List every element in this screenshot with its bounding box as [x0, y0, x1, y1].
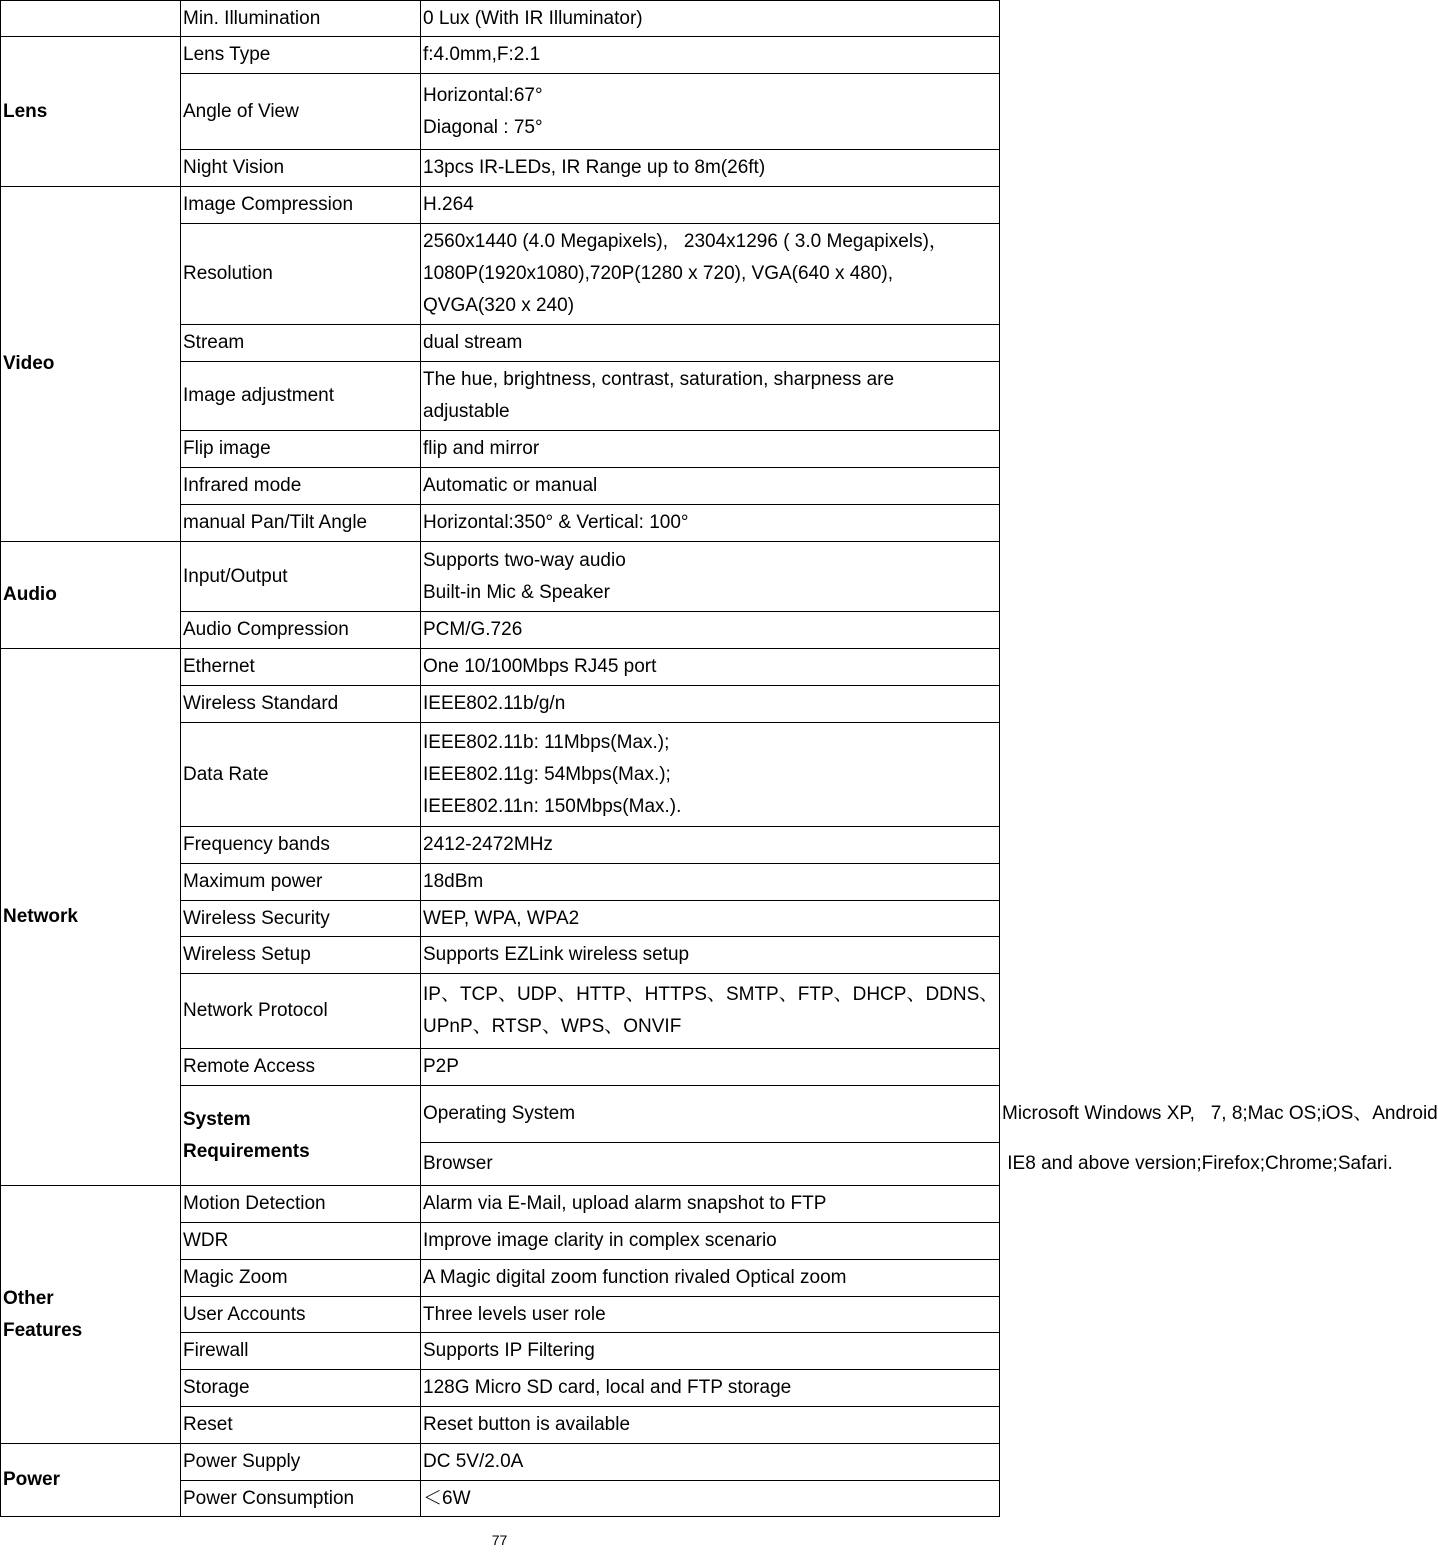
category-label-line: Other [3, 1287, 54, 1309]
feature-name: Magic Zoom [181, 1260, 421, 1297]
feature-name: Storage [181, 1370, 421, 1407]
value-line: Three levels user role [423, 1303, 606, 1325]
value-line: Supports IP Filtering [423, 1340, 595, 1361]
page-number: 77 [491, 1532, 508, 1548]
feature-name: Input/Output [181, 542, 421, 612]
table-row: Browser IE8 and above version;Firefox;Chrome;Safari. [1, 1143, 1000, 1186]
feature-value [421, 1444, 1000, 1481]
feature-name: Browser [421, 1143, 1000, 1186]
feature-value [421, 864, 1000, 901]
feature-value [421, 187, 1000, 224]
value-line: Supports two-way audio [423, 549, 626, 571]
value-line: P2P [423, 1056, 459, 1077]
feature-name: Infrared mode [181, 468, 421, 505]
feature-value [421, 468, 1000, 505]
feature-value [421, 1407, 1000, 1444]
feature-value [421, 901, 1000, 937]
value-line: Diagonal : 75° [423, 116, 543, 138]
table-row [1, 1444, 1000, 1481]
value-line: Horizontal:67° [423, 84, 543, 106]
value-line: Reset button is available [423, 1414, 631, 1435]
value-line: The hue, brightness, contrast, saturation, sharpness are [423, 369, 895, 390]
value-line: IEEE802.11g: 54Mbps(Max.); [423, 763, 671, 785]
category-label-line: Requirements [183, 1140, 310, 1162]
feature-value [421, 542, 1000, 612]
value-line: Improve image clarity in complex scenario [423, 1230, 777, 1251]
feature-value [421, 431, 1000, 468]
feature-name: WDR [181, 1223, 421, 1260]
feature-name: Wireless Security [181, 901, 421, 937]
feature-name: Angle of View [181, 74, 421, 150]
feature-name: Network Protocol [181, 974, 421, 1049]
feature-name: User Accounts [181, 1297, 421, 1333]
feature-value [421, 974, 1000, 1049]
value-line: Supports EZLink wireless setup [423, 944, 690, 965]
feature-value [421, 224, 1000, 325]
feature-value [421, 937, 1000, 974]
feature-value [421, 362, 1000, 431]
feature-value [421, 686, 1000, 723]
feature-name: Min. Illumination [181, 1, 421, 37]
category-network: Network [1, 649, 181, 1186]
value-line: UPnP、RTSP、WPS、ONVIF [423, 1016, 682, 1037]
value-line: WEP, WPA, WPA2 [423, 907, 580, 929]
feature-value [421, 1186, 1000, 1223]
value-line: 0 Lux (With IR Illuminator) [423, 7, 643, 29]
feature-name: Motion Detection [181, 1186, 421, 1223]
value-line: 2560x1440 (4.0 Megapixels), 2304x1296 ( 3.0 Megapixels)， [423, 231, 948, 252]
value-line: PCM/G.726 [423, 619, 523, 640]
feature-name: Image adjustment [181, 362, 421, 431]
feature-name: Audio Compression [181, 612, 421, 649]
feature-name: Reset [181, 1407, 421, 1444]
category-system-requirements [181, 1086, 421, 1186]
table-row [1, 1, 1000, 37]
category-other-features [1, 1186, 181, 1444]
value-line: Horizontal:350° & Vertical: 100° [423, 512, 689, 533]
feature-value [421, 505, 1000, 542]
value-line: IEEE802.11b/g/n [423, 693, 566, 714]
feature-value [421, 1260, 1000, 1297]
feature-value [421, 1, 1000, 37]
feature-value [421, 1049, 1000, 1086]
feature-name: Data Rate [181, 723, 421, 827]
feature-name: Resolution [181, 224, 421, 325]
feature-value [421, 150, 1000, 187]
value-line: Alarm via E-Mail, upload alarm snapshot to FTP [423, 1193, 827, 1214]
table-row: System Requirements Operating System Microsoft Windows XP, 7, 8;Mac OS;iOS、Android [1, 1086, 1000, 1143]
category-lens: Lens [1, 37, 181, 187]
value-line: 2412-2472MHz [423, 834, 553, 855]
category-power: Power [1, 1444, 181, 1517]
feature-name: Wireless Setup [181, 937, 421, 974]
feature-name: Maximum power [181, 864, 421, 901]
feature-name: Flip image [181, 431, 421, 468]
feature-name: Lens Type [181, 37, 421, 74]
feature-value [421, 1333, 1000, 1370]
value-line: One 10/100Mbps RJ45 port [423, 656, 657, 677]
feature-value [421, 612, 1000, 649]
feature-name: Stream [181, 325, 421, 362]
table-row [1, 187, 1000, 224]
feature-value [421, 723, 1000, 827]
value-line: IEEE802.11n: 150Mbps(Max.). [423, 795, 682, 817]
feature-name: Night Vision [181, 150, 421, 187]
category-empty [1, 1, 181, 37]
feature-name: Image Compression [181, 187, 421, 224]
category-video: Video [1, 187, 181, 542]
feature-name: Ethernet [181, 649, 421, 686]
feature-value [421, 827, 1000, 864]
feature-name: Frequency bands [181, 827, 421, 864]
value-line: 18dBm [423, 871, 484, 892]
feature-name: Firewall [181, 1333, 421, 1370]
feature-name: Operating System [421, 1086, 1000, 1143]
value-line: Automatic or manual [423, 475, 598, 496]
feature-value [421, 325, 1000, 362]
category-label-line: System [183, 1108, 251, 1130]
feature-value [421, 1370, 1000, 1407]
value-line: A Magic digital zoom function rivaled Optical zoom [423, 1267, 847, 1288]
value-line: DC 5V/2.0A [423, 1451, 524, 1472]
value-line: IEEE802.11b: 11Mbps(Max.); [423, 731, 670, 753]
feature-value [421, 1223, 1000, 1260]
value-line: H.264 [423, 194, 474, 215]
table-row [1, 1186, 1000, 1223]
feature-value [421, 1481, 1000, 1517]
value-line: Built-in Mic & Speaker [423, 581, 610, 603]
value-line: 1080P(1920x1080),720P(1280 x 720), VGA(640 x 480), [423, 263, 894, 284]
category-label-line: Features [3, 1319, 83, 1341]
feature-name: Power Consumption [181, 1481, 421, 1517]
value-line: dual stream [423, 332, 523, 353]
feature-value [421, 649, 1000, 686]
feature-value [421, 74, 1000, 150]
value-line: f:4.0mm,F:2.1 [423, 44, 541, 65]
table-row [1, 649, 1000, 686]
feature-name: manual Pan/Tilt Angle [181, 505, 421, 542]
value-line: 13pcs IR-LEDs, IR Range up to 8m(26ft) [423, 157, 766, 178]
table-row [1, 542, 1000, 612]
value-line: ＜6W [423, 1487, 471, 1509]
value-line: flip and mirror [423, 438, 540, 459]
value-line: QVGA(320 x 240) [423, 295, 575, 316]
value-line: IP、TCP、UDP、HTTP、HTTPS、SMTP、FTP、DHCP、DDNS、 [423, 984, 999, 1005]
feature-value [421, 1297, 1000, 1333]
table-row [1, 37, 1000, 74]
feature-name: Power Supply [181, 1444, 421, 1481]
category-audio: Audio [1, 542, 181, 649]
feature-name: Remote Access [181, 1049, 421, 1086]
feature-value [421, 37, 1000, 74]
value-line: 128G Micro SD card, local and FTP storage [423, 1377, 792, 1398]
feature-name: Wireless Standard [181, 686, 421, 723]
value-line: adjustable [423, 401, 510, 422]
